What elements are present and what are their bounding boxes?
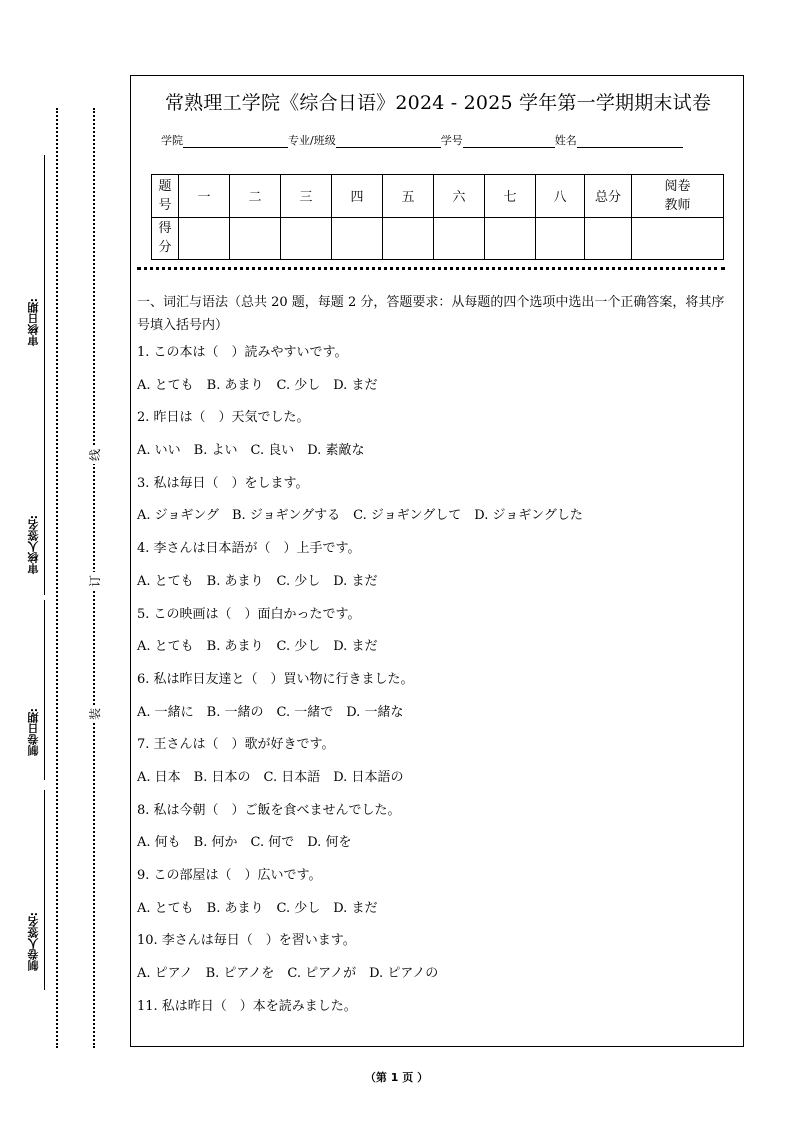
question-options: A. とても B. あまり C. 少し D. まだ (137, 573, 378, 589)
column-header-total: 总分 (585, 175, 632, 218)
question-section (137, 291, 737, 1029)
student-id-label: 学号 (440, 134, 463, 147)
binding-char-ding: 订 (88, 572, 102, 590)
question-text: 3. 私は毎日（ ）をします。 (137, 475, 309, 491)
question-text: 4. 李さんは日本語が（ ）上手です。 (137, 541, 361, 557)
question-text: 7. 王さんは（ ）歌が好きです。 (137, 737, 335, 753)
score-table-header-row (152, 175, 724, 218)
score-cell[interactable] (434, 217, 485, 260)
score-cell[interactable] (179, 217, 230, 260)
binding-char-xian: 线 (88, 446, 102, 464)
maker-signature-label: 制卷人签名: (27, 912, 40, 972)
column-header: 三 (281, 175, 332, 218)
column-header: 四 (332, 175, 383, 218)
column-header: 八 (536, 175, 585, 218)
score-cell-total[interactable] (585, 217, 632, 260)
question-list (137, 343, 737, 1029)
question-text: 1. この本は（ ）読みやすいです。 (137, 345, 348, 360)
student-info-row (161, 132, 683, 148)
question-text: 5. この映画は（ ）面白かったです。 (137, 606, 361, 622)
review-date-label: 审核日期: (27, 298, 40, 347)
question-options: A. ピアノ B. ピアノを C. ピアノが D. ピアノの (137, 966, 439, 982)
column-header: 二 (230, 175, 281, 218)
dotted-binding-line-outer (56, 108, 58, 1048)
name-field[interactable] (577, 135, 683, 148)
column-header-grader: 阅卷 教师 (632, 175, 724, 218)
question-text: 2. 昨日は（ ）天気でした。 (137, 410, 310, 426)
score-table-score-row (152, 217, 724, 260)
column-header: 一 (179, 175, 230, 218)
question-text: 11. 私は昨日（ ）本を読みました。 (137, 998, 357, 1014)
question-options: A. いい B. よい C. 良い D. 素敵な (137, 443, 365, 459)
score-cell[interactable] (485, 217, 536, 260)
student-id-field[interactable] (463, 135, 555, 148)
binding-char-zhuang: 装 (88, 705, 102, 723)
question-text: 8. 私は今朝（ ）ご飯を食べませんでした。 (137, 802, 401, 818)
page-title: 常熟理工学院《综合日语》2024 - 2025 学年第一学期期末试卷 (164, 92, 712, 114)
section-title: 一、词汇与语法（总共 20 题，每题 2 分，答题要求：从每题的四个选项中选出一个正确答案，将其序号填入括号内） (137, 295, 725, 333)
name-label: 姓名 (554, 134, 577, 147)
question-text: 10. 李さんは毎日（ ）を習います。 (137, 933, 356, 949)
question-number-label: 题 号 (152, 175, 179, 218)
reviewer-signature-label: 审核人签名: (27, 515, 40, 575)
dotted-separator (137, 267, 725, 270)
column-header: 七 (485, 175, 536, 218)
college-field[interactable] (183, 135, 288, 148)
column-header: 五 (383, 175, 434, 218)
score-cell[interactable] (332, 217, 383, 260)
question-options: A. とても B. あまり C. 少し D. まだ (137, 639, 378, 655)
exam-frame (130, 75, 744, 1047)
score-cell[interactable] (383, 217, 434, 260)
question-options: A. 何も B. 何か C. 何で D. 何を (137, 835, 352, 851)
question-options: A. 日本 B. 日本の C. 日本語 D. 日本語の (137, 769, 404, 785)
score-cell[interactable] (281, 217, 332, 260)
score-label: 得 分 (152, 217, 179, 260)
question-options: A. とても B. あまり C. 少し D. まだ (137, 377, 378, 393)
make-date-label: 制卷日期: (27, 708, 40, 757)
question-options: A. とても B. あまり C. 少し D. まだ (137, 900, 378, 916)
question-options: A. ジョギング B. ジョギングする C. ジョギングして D. ジョギングした (137, 508, 583, 524)
question-text: 9. この部屋は（ ）広いです。 (137, 868, 322, 883)
score-cell[interactable] (536, 217, 585, 260)
question-text: 6. 私は昨日友達と（ ）買い物に行きました。 (137, 671, 414, 687)
score-table (151, 174, 724, 260)
page-number: （第 1 页 ） (364, 1071, 429, 1084)
question-options: A. 一緒に B. 一緒の C. 一緒で D. 一緒な (137, 704, 404, 720)
score-cell-grader[interactable] (632, 217, 724, 260)
major-class-field[interactable] (336, 135, 441, 148)
college-label: 学院 (161, 134, 183, 147)
column-header: 六 (434, 175, 485, 218)
score-cell[interactable] (230, 217, 281, 260)
major-class-label: 专业/班级 (288, 134, 336, 147)
